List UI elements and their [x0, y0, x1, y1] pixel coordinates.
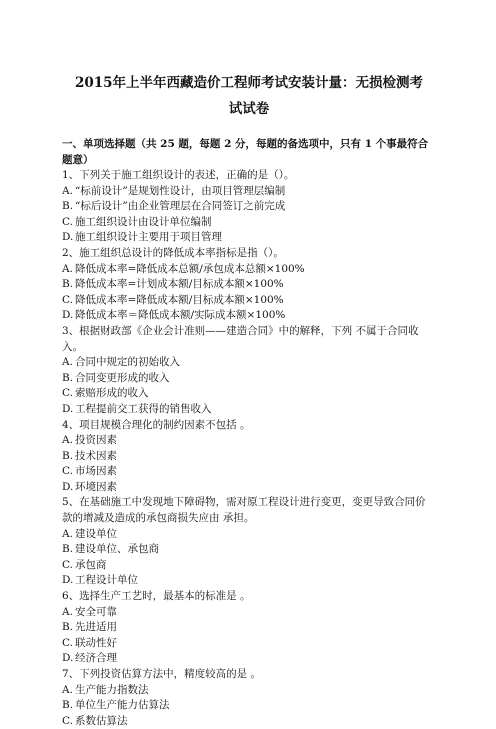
option-letter: B. — [62, 621, 74, 634]
option-text: 降低成本率=降低成本额/目标成本额×100% — [75, 293, 284, 306]
answer-option — [62, 199, 436, 215]
question-stem: 5、在基础施工中发现地下障碍物，需对原工程设计进行变更，变更导致合同价款的增减及造成的承包商损失应由 承担。 — [62, 496, 426, 525]
option-text: 建设单位、承包商 — [75, 543, 159, 556]
title-line-1: 2015年上半年西藏造价工程师考试安装计量：无损检测考 — [74, 75, 424, 91]
answer-option — [62, 573, 436, 589]
option-text: “标后设计”由企业管理层在合同签订之前完成 — [75, 200, 286, 213]
answer-option — [62, 371, 436, 387]
option-text: 合同中规定的初始收入 — [75, 356, 180, 369]
question-stem: 2、施工组织总设计的降低成本率指标是指（）。 — [62, 246, 284, 259]
question-stem: 3、根据财政部《企业会计准则——建造合同》中的解释，下列 不属于合同收入。 — [62, 324, 419, 353]
option-letter: D. — [62, 652, 74, 665]
title-line-2: 试试卷 — [228, 101, 270, 117]
option-text: 施工组织设计由设计单位编制 — [75, 215, 212, 228]
option-letter: A. — [62, 434, 73, 447]
option-letter: D. — [62, 309, 74, 322]
answer-option — [62, 527, 436, 543]
answer-option — [62, 542, 436, 558]
document-title — [62, 70, 436, 122]
option-text: 经济合理 — [75, 652, 117, 665]
option-letter: B. — [62, 449, 74, 462]
answer-option — [62, 355, 436, 371]
answer-option — [62, 651, 436, 667]
section-heading: 一、单项选择题（共 25 题，每题 2 分，每题的备选项中，只有 1 个事最符合题意） — [62, 138, 429, 166]
answer-option — [62, 605, 436, 621]
answer-option — [62, 215, 436, 231]
answer-option — [62, 636, 436, 652]
option-text: “标前设计”是规划性设计，由项目管理层编制 — [75, 184, 286, 197]
option-text: 安全可靠 — [75, 605, 117, 618]
answer-option — [62, 386, 436, 402]
option-text: 降低成本率=计划成本额/目标成本额×100% — [75, 278, 284, 291]
option-text: 联动性好 — [75, 636, 117, 649]
option-letter: A. — [62, 356, 73, 369]
option-text: 施工组织设计主要用于项目管理 — [75, 231, 222, 244]
option-letter: C. — [62, 636, 73, 649]
option-letter: B. — [62, 543, 74, 556]
option-letter: D. — [62, 402, 74, 415]
question-stem: 1、下列关于施工组织设计的表述，正确的是（）。 — [62, 169, 295, 181]
option-text: 市场因素 — [75, 465, 117, 478]
option-text: 先进适用 — [75, 621, 117, 634]
answer-option — [62, 262, 436, 278]
answer-option — [62, 464, 436, 480]
option-text: 索赔形成的收入 — [75, 387, 149, 400]
answer-option — [62, 558, 436, 574]
option-letter: B. — [62, 371, 74, 384]
option-text: 合同变更形成的收入 — [75, 371, 170, 384]
option-letter: C. — [62, 714, 73, 727]
answer-option — [62, 620, 436, 636]
option-text: 单位生产能力估算法 — [75, 699, 170, 712]
question-stem: 6、选择生产工艺时，最基本的标准是 。 — [62, 590, 251, 603]
answer-option — [62, 449, 436, 465]
option-text: 建设单位 — [75, 527, 117, 540]
answer-option — [62, 230, 436, 246]
answer-option — [62, 308, 436, 324]
question-stem: 4、项目规模合理化的制约因素不包括 。 — [62, 418, 251, 431]
answer-option — [62, 433, 436, 449]
option-letter: D. — [62, 480, 74, 493]
option-letter: B. — [62, 278, 74, 291]
answer-option — [62, 293, 436, 309]
option-letter: A. — [62, 262, 73, 275]
option-text: 降低成本率＝降低成本额/实际成本额×100% — [75, 309, 286, 322]
option-letter: C. — [62, 465, 73, 478]
option-letter: D. — [62, 574, 74, 587]
option-text: 系数估算法 — [75, 714, 128, 727]
option-text: 工程提前交工获得的销售收入 — [75, 402, 212, 415]
option-letter: A. — [62, 527, 73, 540]
option-letter: B. — [62, 200, 74, 213]
option-text: 降低成本率=降低成本总额/承包成本总额×100% — [75, 262, 305, 275]
answer-option — [62, 683, 436, 699]
answer-option — [62, 277, 436, 293]
answer-option — [62, 184, 436, 200]
option-letter: C. — [62, 387, 73, 400]
option-letter: B. — [62, 699, 74, 712]
option-letter: C. — [62, 293, 73, 306]
option-text: 生产能力指数法 — [75, 683, 149, 696]
option-text: 环境因素 — [75, 480, 117, 493]
option-letter: A. — [62, 683, 73, 696]
option-letter: A. — [62, 184, 73, 197]
question-stem: 7、下列投资估算方法中，精度较高的是 。 — [62, 668, 262, 680]
answer-option — [62, 480, 436, 496]
option-letter: C. — [62, 558, 73, 571]
answer-option — [62, 698, 436, 714]
option-letter: A. — [62, 605, 73, 618]
option-text: 承包商 — [75, 558, 107, 571]
question-list — [62, 168, 436, 729]
answer-option — [62, 714, 436, 729]
option-text: 技术因素 — [75, 449, 117, 462]
option-letter: C. — [62, 215, 73, 228]
answer-option — [62, 402, 436, 418]
option-letter: D. — [62, 231, 74, 244]
option-text: 投资因素 — [75, 434, 117, 447]
option-text: 工程设计单位 — [75, 574, 138, 587]
